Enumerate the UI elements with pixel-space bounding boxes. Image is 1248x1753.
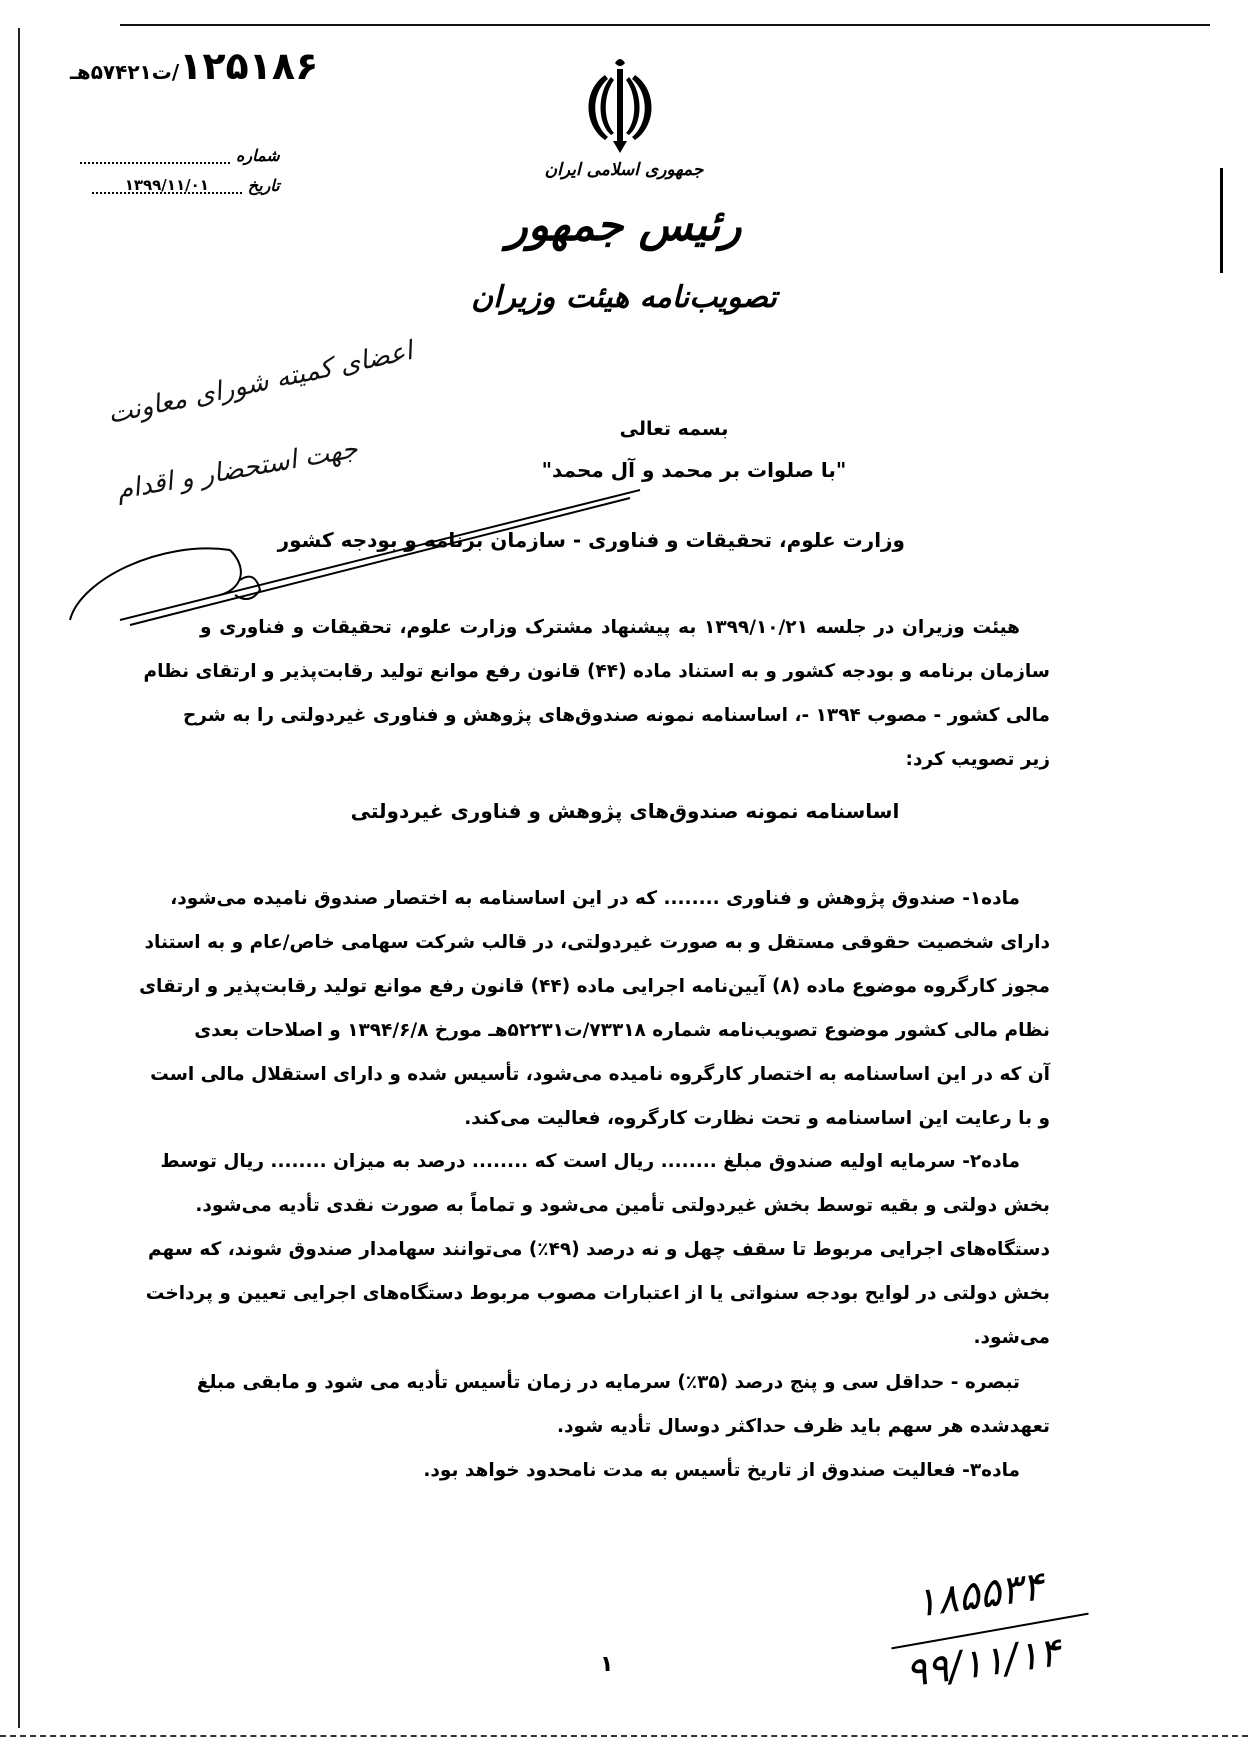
text-line: بخش دولتی و بقیه توسط بخش غیردولتی تأمین می‌شود و تماماً به صورت نقدی تأدیه می‌شود.: [195, 1195, 1050, 1216]
text-line: ماده۳- فعالیت صندوق از تاریخ تأسیس به مدت نامحدود خواهد بود.: [423, 1460, 1020, 1481]
handwritten-registry-date: ۹۹/۱۱/۱۴: [902, 1629, 1064, 1697]
article-3: [200, 1449, 1050, 1493]
number-label: شماره: [236, 145, 280, 165]
text-line: زیر تصویب کرد:: [905, 749, 1050, 770]
salawat: "با صلوات بر محمد و آل محمد": [541, 458, 847, 482]
reference-number-suffix: /ت۵۷۴۲۱هـ: [70, 60, 180, 84]
iran-emblem-icon: [575, 55, 665, 155]
text-line: می‌شود.: [973, 1327, 1050, 1348]
page-number: ۱: [600, 1652, 614, 1677]
bismillah: بسمه تعالی: [619, 418, 729, 440]
handwritten-note-line1: اعضای کمیته شورای معاونت: [105, 336, 416, 430]
text-line: بخش دولتی در لوایح بودجه سنواتی یا از اعتبارات مصوب مربوط دستگاه‌های اجرایی تعیین و پرداخت: [145, 1283, 1050, 1304]
reference-number: [70, 44, 318, 88]
scan-border-top: [120, 24, 1210, 26]
republic-name: جمهوری اسلامی ایران: [544, 160, 704, 180]
text-line: و با رعایت این اساسنامه و تحت نظارت کارگروه، فعالیت می‌کند.: [464, 1108, 1050, 1129]
article-2: [145, 1140, 1050, 1360]
handwritten-note-line2: جهت استحضار و اقدام: [114, 434, 360, 506]
president-title: رئیس جمهور: [506, 200, 742, 251]
text-line: مجوز کارگروه موضوع ماده (۸) آیین‌نامه اجرایی ماده (۴۴) قانون رفع موانع تولید رقابت‌پذیر و ارتقای: [139, 976, 1050, 997]
cabinet-resolution-title: تصویب‌نامه هیئت وزیران: [471, 280, 777, 315]
date-value: ۱۳۹۹/۱۱/۰۱: [92, 176, 242, 194]
text-line: هیئت وزیران در جلسه ۱۳۹۹/۱۰/۲۱ به پیشنهاد مشترک وزارت علوم، تحقیقات و فناوری و: [200, 617, 1021, 638]
handwritten-registry-number: ۱۸۵۵۳۴: [912, 1563, 1047, 1627]
text-line: تبصره - حداقل سی و پنج درصد (۳۵٪) سرمایه در زمان تأسیس تأدیه می شود و مابقی مبلغ: [196, 1372, 1020, 1393]
text-line: دستگاه‌های اجرایی مربوط تا سقف چهل و نه درصد (۴۹٪) می‌توانند سهامدار صندوق شوند، که سهم: [147, 1239, 1050, 1260]
text-line: سازمان برنامه و بودجه کشور و به استناد ماده (۴۴) قانون رفع موانع تولید رقابت‌پذیر و ارتقای نظام: [143, 661, 1050, 682]
date-label: تاریخ: [247, 175, 280, 195]
intro-paragraph: [143, 606, 1050, 782]
document-title: اساسنامه نمونه صندوق‌های پژوهش و فناوری غیردولتی: [350, 799, 900, 823]
note-paragraph: [196, 1361, 1050, 1449]
text-line: تعهدشده هر سهم باید ظرف حداکثر دوسال تأدیه شود.: [556, 1416, 1050, 1437]
scan-border-bottom: [0, 1735, 1248, 1737]
addressee: وزارت علوم، تحقیقات و فناوری - سازمان برنامه و بودجه کشور: [277, 528, 905, 552]
text-line: آن که در این اساسنامه به اختصار کارگروه نامیده می‌شود، تأسیس شده و دارای استقلال مالی است: [150, 1064, 1050, 1085]
text-line: مالی کشور - مصوب ۱۳۹۴ -، اساسنامه نمونه صندوق‌های پژوهش و فناوری غیردولتی را به شرح: [182, 705, 1050, 726]
reference-number-main: ۱۲۵۱۸۶: [179, 44, 319, 88]
text-line: دارای شخصیت حقوقی مستقل و به صورت غیردولتی، در قالب شرکت سهامی خاص/عام و به استناد: [144, 932, 1050, 953]
text-line: ماده۱- صندوق پژوهش و فناوری ........ که در این اساسنامه به اختصار صندوق نامیده می‌شود،: [170, 888, 1020, 909]
article-1: [139, 877, 1050, 1141]
text-line: ماده۲- سرمایه اولیه صندوق مبلغ ........ ریال است که ........ درصد به میزان ........ ریال توسط: [160, 1151, 1020, 1172]
text-line: نظام مالی کشور موضوع تصویب‌نامه شماره ۷۳۳۱۸/ت۵۲۲۳۱هـ مورخ ۱۳۹۴/۶/۸ و اصلاحات بعدی: [194, 1020, 1050, 1041]
